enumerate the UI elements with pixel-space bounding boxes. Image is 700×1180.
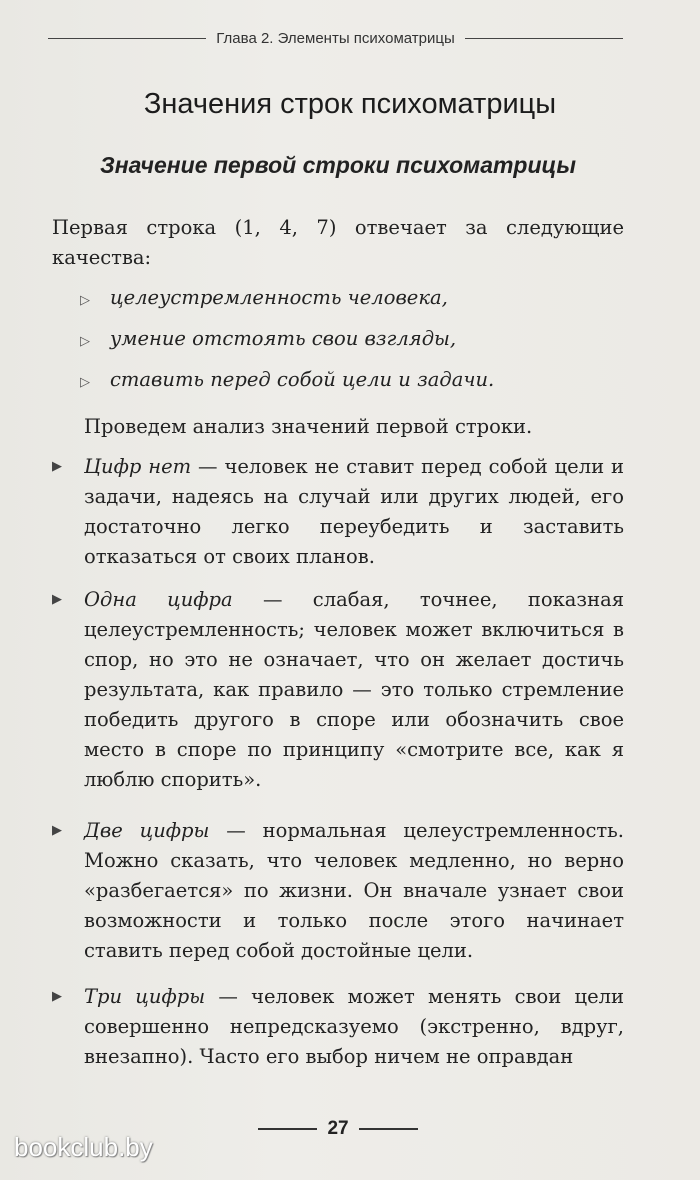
solid-triangle-icon: ▶ — [52, 989, 62, 1004]
item-term: Цифр нет — [84, 455, 192, 478]
item-text: — человек не ставит перед собой цели и задачи, надеясь на случай или других людей, его достаточно легко переубедить и заставить отказаться от своих планов. — [84, 455, 624, 568]
value-item — [52, 585, 624, 795]
page-number: 27 — [327, 1118, 349, 1139]
item-text: — человек может менять свои цели совершенно непредсказуемо (экстренно, вдруг, внезапно). Часто его выбор ничем не оправдан — [84, 985, 624, 1068]
list-item — [80, 283, 620, 324]
item-text: — нормальная целеустремленность. Можно сказать, что человек медленно, но верно «разбегается» по жизни. Он вначале узнает свои возможности и только после этого начинает ставить перед собой достойные цели. — [84, 819, 625, 962]
value-item — [52, 452, 624, 572]
list-item — [80, 365, 620, 406]
item-term: Три цифры — [84, 985, 206, 1008]
value-item — [52, 816, 624, 966]
quality-text: ставить перед собой цели и задачи. — [110, 368, 495, 391]
item-term: Одна цифра — [84, 588, 233, 611]
value-item — [52, 982, 624, 1072]
running-title: Глава 2. Элементы психоматрицы — [216, 30, 455, 47]
hollow-triangle-icon: ▷ — [80, 334, 90, 349]
section-heading: Значения строк психоматрицы — [143, 88, 557, 120]
header-rule-right — [465, 38, 623, 39]
item-term: Две цифры — [84, 819, 210, 842]
solid-triangle-icon: ▶ — [52, 592, 62, 607]
solid-triangle-icon: ▶ — [52, 459, 62, 474]
qualities-list — [80, 283, 620, 406]
footer-rule-left — [258, 1128, 317, 1130]
lead-sentence: Проведем анализ значений первой строки. — [84, 415, 533, 438]
footer-rule-right — [359, 1128, 418, 1130]
hollow-triangle-icon: ▷ — [80, 375, 90, 390]
hollow-triangle-icon: ▷ — [80, 293, 90, 308]
item-body — [84, 585, 624, 795]
item-body — [84, 982, 624, 1072]
subsection-heading: Значение первой строки психоматрицы — [99, 152, 577, 178]
item-body — [84, 452, 624, 572]
solid-triangle-icon: ▶ — [52, 823, 62, 838]
quality-text: умение отстоять свои взгляды, — [110, 327, 457, 350]
header-rule-left — [48, 38, 206, 39]
item-text: — слабая, точнее, показная целеустремленность; человек может включиться в спор, но это не означает, что он желает достичь результата, как правило — это только стремление победить другого в споре или обозначить свое место в споре по принципу «смотрите все, как я люблю спорить». — [84, 588, 624, 791]
intro-paragraph: Первая строка (1, 4, 7) отвечает за следующие качества: — [52, 216, 624, 269]
quality-text: целеустремленность человека, — [110, 286, 448, 309]
running-header — [48, 30, 623, 47]
site-watermark: bookclub.by — [14, 1132, 153, 1162]
item-body — [84, 816, 624, 966]
list-item — [80, 324, 620, 365]
page-footer — [258, 1118, 418, 1140]
